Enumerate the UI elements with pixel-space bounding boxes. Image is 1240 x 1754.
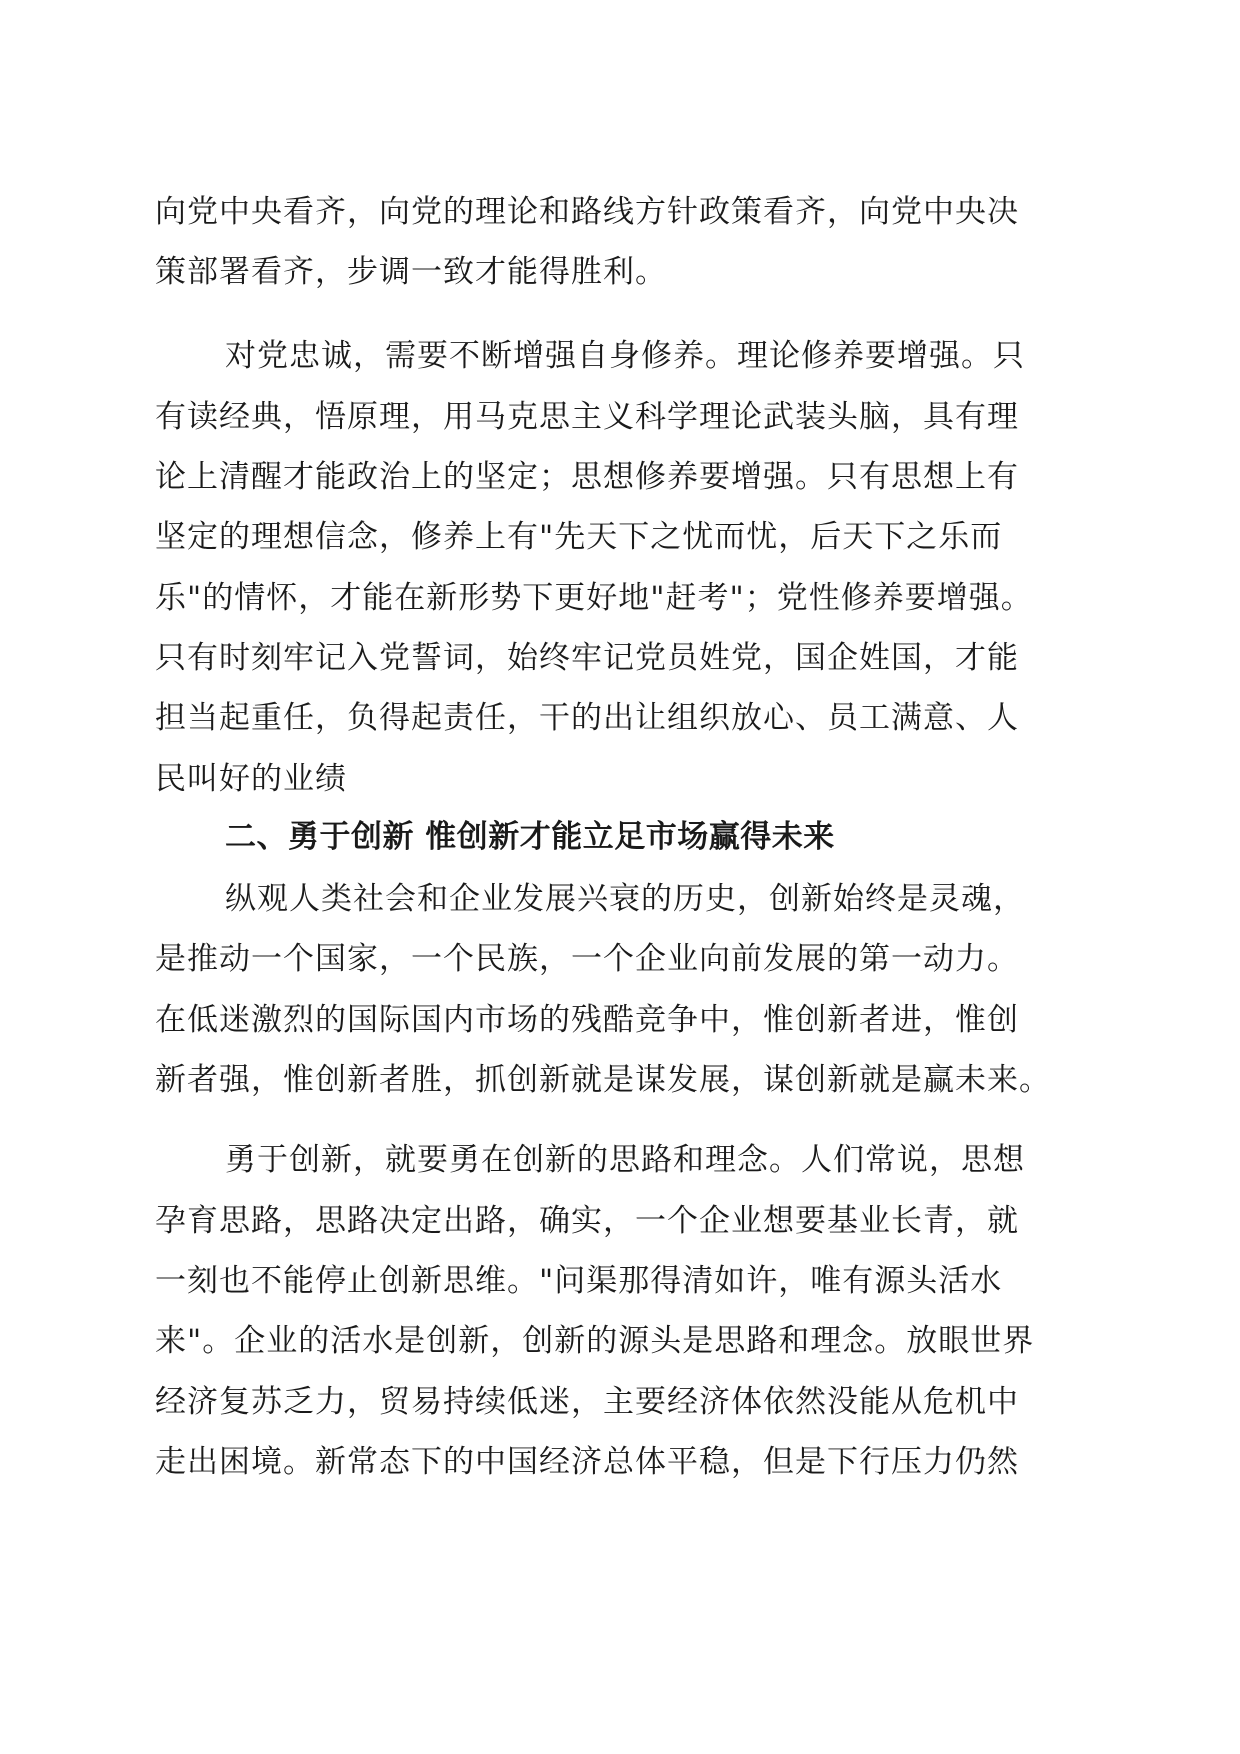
text-line: 孕育思路，思路决定出路，确实，一个企业想要基业长青，就	[155, 1203, 1019, 1239]
text-line: 向党中央看齐，向党的理论和路线方针政策看齐，向党中央决	[155, 194, 1019, 230]
text-line: 新者强，惟创新者胜，抓创新就是谋发展，谋创新就是赢未来。	[155, 1062, 1051, 1098]
text-line: 民叫好的业绩	[155, 761, 347, 797]
paragraph-first-line: 纵观人类社会和企业发展兴衰的历史，创新始终是灵魂，	[225, 881, 1025, 917]
text-line: 乐"的情怀，才能在新形势下更好地"赶考"；党性修养要增强。	[155, 580, 1033, 616]
paragraph-first-line: 勇于创新，就要勇在创新的思路和理念。人们常说，思想	[225, 1142, 1025, 1178]
text-line: 只有时刻牢记入党誓词，始终牢记党员姓党，国企姓国，才能	[155, 640, 1019, 676]
text-line: 一刻也不能停止创新思维。"问渠那得清如许，唯有源头活水	[155, 1263, 1003, 1299]
text-line: 担当起重任，负得起责任，干的出让组织放心、员工满意、人	[155, 700, 1019, 736]
text-line: 经济复苏乏力，贸易持续低迷，主要经济体依然没能从危机中	[155, 1384, 1019, 1420]
paragraph-first-line: 对党忠诚，需要不断增强自身修养。理论修养要增强。只	[225, 338, 1025, 374]
text-line: 来"。企业的活水是创新，创新的源头是思路和理念。放眼世界	[155, 1323, 1035, 1359]
text-line: 论上清醒才能政治上的坚定；思想修养要增强。只有思想上有	[155, 459, 1019, 495]
text-line: 在低迷激烈的国际国内市场的残酷竞争中，惟创新者进，惟创	[155, 1002, 1019, 1038]
text-line: 有读经典，悟原理，用马克思主义科学理论武装头脑，具有理	[155, 399, 1019, 435]
text-line: 策部署看齐，步调一致才能得胜利。	[155, 254, 667, 290]
section-heading: 二、勇于创新 惟创新才能立足市场赢得未来	[225, 819, 835, 855]
text-line: 是推动一个国家，一个民族，一个企业向前发展的第一动力。	[155, 941, 1019, 977]
text-line: 坚定的理想信念，修养上有"先天下之忧而忧，后天下之乐而	[155, 519, 1003, 555]
text-line: 走出困境。新常态下的中国经济总体平稳，但是下行压力仍然	[155, 1444, 1019, 1480]
